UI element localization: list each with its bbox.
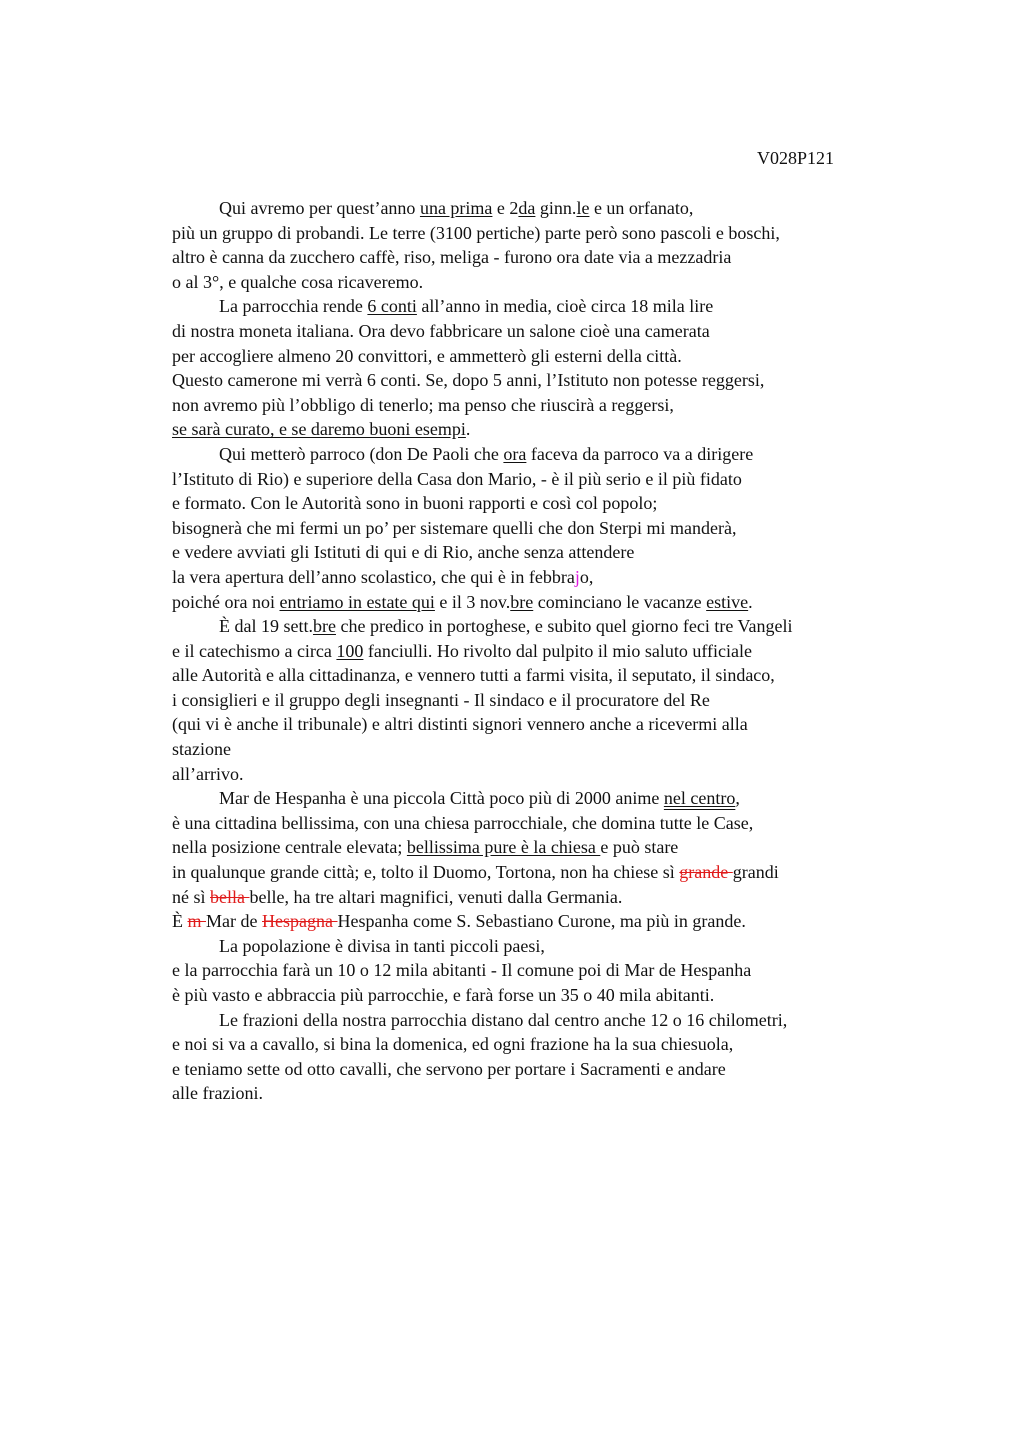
text-segment: fanciulli. Ho rivolto dal pulpito il mio saluto ufficiale: [363, 640, 753, 661]
text-line: [172, 1032, 992, 1057]
underlined-text: le: [576, 198, 590, 218]
text-segment: all’arrivo.: [172, 763, 244, 784]
text-segment: È: [172, 911, 188, 932]
reference-code: V028P121: [757, 148, 835, 168]
text-segment: e la parrocchia farà un 10 o 12 mila abitanti - Il comune poi di Mar de Hespanha: [172, 960, 752, 981]
text-segment: Qui metterò parroco (don De Paoli che: [219, 443, 504, 464]
text-line: [172, 762, 992, 787]
text-segment: (qui vi è anche il tribunale) e altri distinti signori vennero anche a ricevermi alla: [172, 714, 748, 735]
text-segment: grandi: [732, 862, 779, 883]
text-segment: Le frazioni della nostra parrocchia distano dal centro anche 12 o 16 chilometri,: [219, 1009, 788, 1030]
text-segment: né sì: [172, 886, 210, 907]
text-line: [172, 516, 992, 541]
deleted-text: bella: [210, 886, 250, 907]
underlined-text: 100: [336, 640, 364, 661]
text-segment: nella posizione centrale elevata;: [172, 837, 407, 858]
underlined-text: estive: [706, 591, 749, 612]
text-segment: e formato. Con le Autorità sono in buoni rapporti e così col popolo;: [172, 493, 658, 514]
text-segment: stazione: [172, 739, 231, 760]
text-line: [172, 688, 992, 713]
text-segment: per accogliere almeno 20 convittori, e ammetterò gli esterni della città.: [172, 345, 682, 366]
text-segment: o al 3°, e qualche cosa ricaveremo.: [172, 271, 424, 292]
text-line: [172, 958, 992, 983]
letter-body: [172, 196, 992, 1106]
text-segment: che predico in portoghese, e subito quel giorno feci tre Vangeli: [335, 616, 793, 637]
text-line: [172, 344, 992, 369]
text-segment: Qui avremo per quest’anno: [219, 198, 420, 218]
text-segment: e 2: [492, 198, 519, 218]
text-segment: Mar de Hespanha è una piccola Città poco più di 2000 anime: [219, 788, 664, 809]
text-line: [172, 860, 992, 885]
text-line: [172, 393, 992, 418]
text-segment: la vera apertura dell’anno scolastico, che qui è in febbra: [172, 566, 575, 587]
text-segment: e noi si va a cavallo, si bina la domenica, ed ogni frazione ha la sua chiesuola,: [172, 1034, 734, 1055]
text-line: [172, 221, 992, 246]
text-line: [172, 565, 992, 590]
text-segment: bisognerà che mi fermi un po’ per sistemare quelli che don Sterpi mi manderà,: [172, 517, 737, 538]
text-line: [172, 663, 992, 688]
text-segment: più un gruppo di probandi. Le terre (3100 pertiche) parte però sono pascoli e boschi,: [172, 222, 780, 243]
text-line: [172, 909, 992, 934]
text-line: [172, 614, 992, 639]
text-segment: alle frazioni.: [172, 1083, 263, 1104]
underlined-text: bre: [312, 616, 336, 637]
underlined-text: una prima: [419, 198, 493, 218]
text-segment: ,: [735, 788, 740, 809]
text-segment: È dal 19 sett.: [219, 616, 313, 637]
text-line: [172, 442, 992, 467]
text-line: [172, 196, 992, 221]
deleted-text: m: [187, 911, 207, 932]
text-line: [172, 639, 992, 664]
text-segment: La popolazione è divisa in tanti piccoli paesi,: [219, 935, 545, 956]
text-line: [172, 1057, 992, 1082]
text-segment: all’anno in media, cioè circa 18 mila lire: [416, 296, 714, 317]
underlined-text: da: [518, 198, 536, 218]
text-segment: è una cittadina bellissima, con una chiesa parrocchiale, che domina tutte le Case,: [172, 812, 754, 833]
text-segment: e il 3 nov.: [434, 591, 511, 612]
text-line: [172, 1081, 992, 1106]
deleted-text: Hespagna: [262, 911, 338, 932]
deleted-text: grande: [679, 862, 733, 883]
text-line: [172, 934, 992, 959]
text-segment: belle, ha tre altari magnifici, venuti dalla Germania.: [249, 886, 623, 907]
text-segment: e il catechismo a circa: [172, 640, 337, 661]
text-segment: di nostra moneta italiana. Ora devo fabbricare un salone cioè una camerata: [172, 320, 710, 341]
text-line: [172, 467, 992, 492]
text-segment: non avremo più l’obbligo di tenerlo; ma penso che riuscirà a reggersi,: [172, 394, 674, 415]
text-segment: è più vasto e abbraccia più parrocchie, e farà forse un 35 o 40 mila abitanti.: [172, 985, 715, 1005]
text-segment: .: [748, 591, 753, 612]
text-line: [172, 590, 992, 615]
text-line: [172, 737, 992, 762]
text-segment: poiché ora noi: [172, 591, 280, 612]
text-line: [172, 294, 992, 319]
underlined-text: bre: [510, 591, 534, 612]
text-segment: e teniamo sette od otto cavalli, che servono per portare i Sacramenti e andare: [172, 1058, 726, 1079]
text-line: [172, 270, 992, 295]
text-segment: alle Autorità e alla cittadinanza, e vennero tutti a farmi visita, il seputato, il sindaco,: [172, 665, 775, 686]
text-segment: in qualunque grande città; e, tolto il Duomo, Tortona, non ha chiese sì: [172, 862, 680, 883]
underlined-text: ora: [503, 443, 527, 464]
text-segment: Questo camerone mi verrà 6 conti. Se, dopo 5 anni, l’Istituto non potesse reggersi,: [172, 370, 765, 391]
double-underlined-text: nel centro: [663, 788, 736, 809]
text-segment: altro è canna da zucchero caffè, riso, meliga - furono ora date via a mezzadria: [172, 247, 732, 268]
text-line: [172, 983, 992, 1008]
text-line: [172, 712, 992, 737]
text-segment: faceva da parroco va a dirigere: [526, 443, 754, 464]
text-line: [172, 368, 992, 393]
text-line: [172, 835, 992, 860]
text-segment: La parrocchia rende: [219, 296, 368, 317]
text-line: [172, 491, 992, 516]
underlined-text: bellissima pure è la chiesa: [406, 837, 601, 858]
text-segment: e può stare: [600, 837, 679, 858]
text-segment: e vedere avviati gli Istituti di qui e di Rio, anche senza attendere: [172, 542, 635, 563]
text-line: [172, 540, 992, 565]
text-segment: Mar de: [206, 911, 262, 932]
text-line: [172, 1008, 992, 1033]
text-segment: i consiglieri e il gruppo degli insegnanti - Il sindaco e il procuratore del Re: [172, 689, 710, 710]
text-line: [172, 811, 992, 836]
text-segment: l’Istituto di Rio) e superiore della Casa don Mario, - è il più serio e il più fidato: [172, 468, 742, 489]
underlined-text: se sarà curato, e se daremo buoni esempi: [172, 419, 466, 440]
text-segment: o,: [579, 566, 594, 587]
underlined-text: 6 conti: [367, 296, 417, 317]
text-segment: .: [465, 419, 471, 440]
text-line: [172, 885, 992, 910]
inserted-text: j: [574, 566, 580, 587]
text-line: [172, 245, 992, 270]
text-segment: ginn.: [535, 198, 577, 218]
text-segment: e un orfanato,: [589, 198, 694, 218]
text-line: [172, 319, 992, 344]
text-line: [172, 786, 992, 811]
text-line: [172, 417, 992, 442]
underlined-text: entriamo in estate qui: [279, 591, 435, 612]
text-segment: cominciano le vacanze: [533, 591, 707, 612]
text-segment: Hespanha come S. Sebastiano Curone, ma più in grande.: [337, 911, 746, 932]
